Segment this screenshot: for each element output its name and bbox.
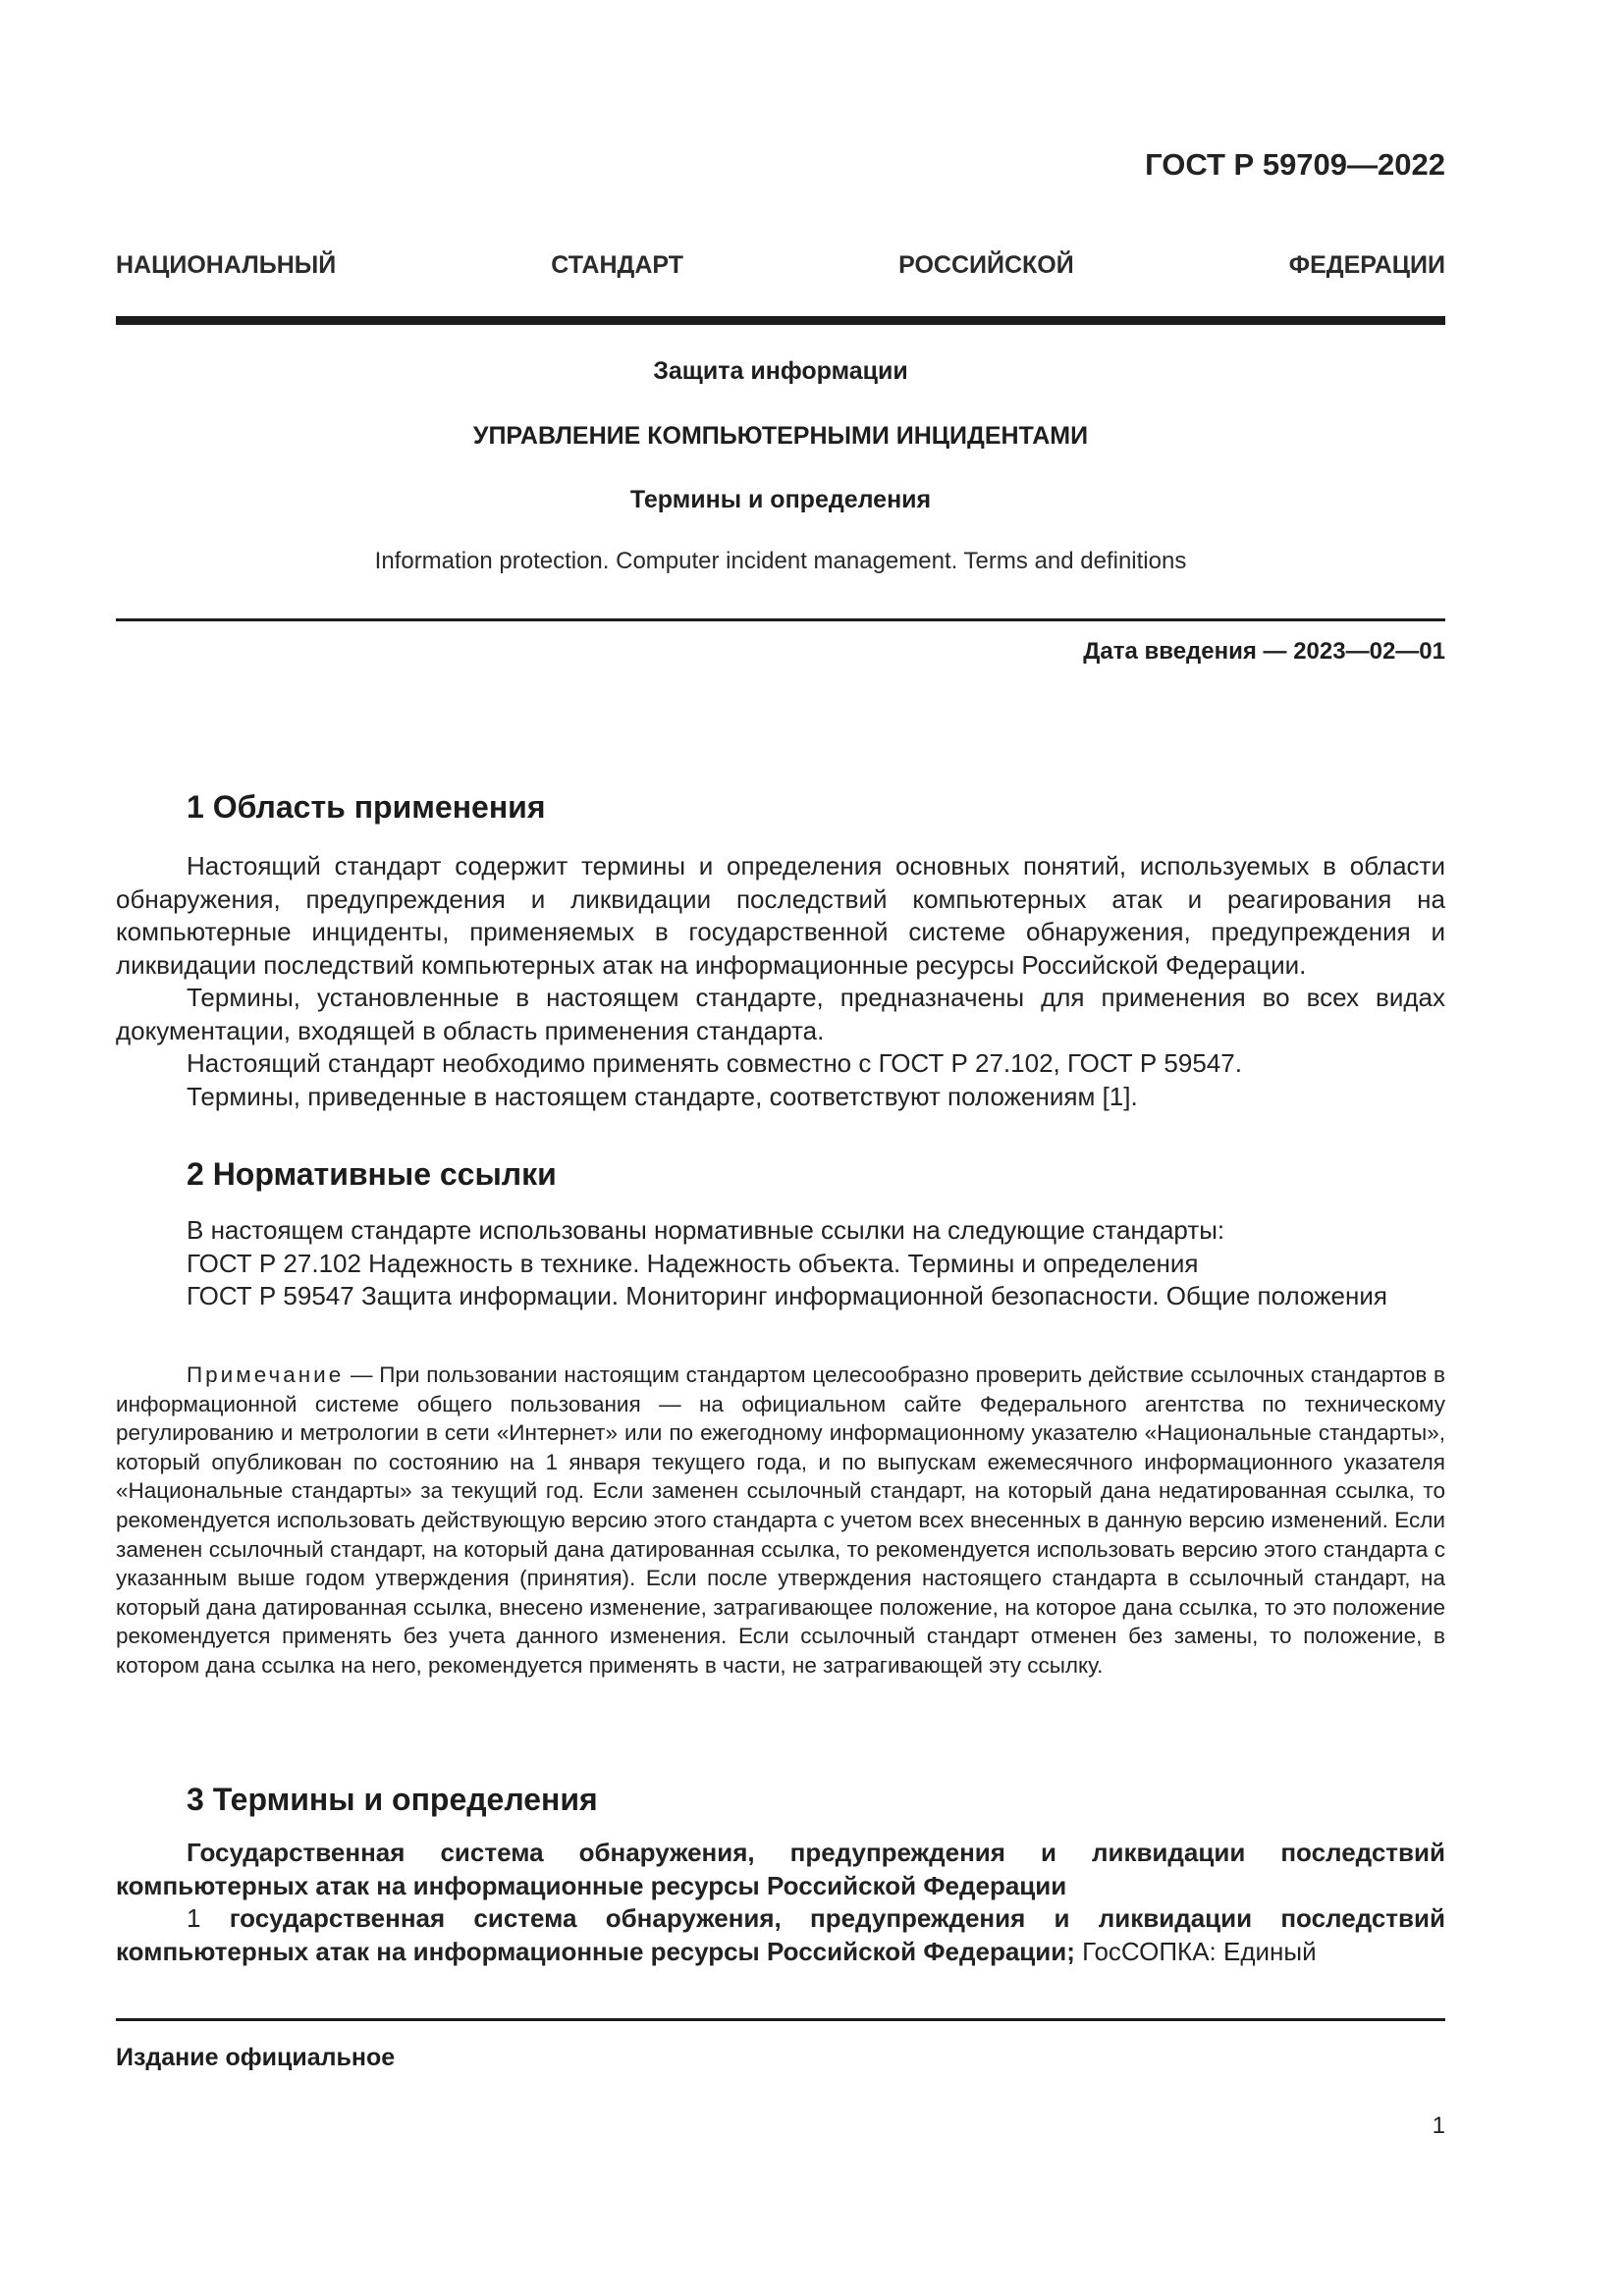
section-1-paragraph: Термины, установленные в настоящем стандарте, предназначены для применения во всех видах документации, входящей в область применения стандарта. <box>116 983 1445 1045</box>
section-3-heading: 3 Термины и определения <box>187 1782 598 1817</box>
section-1-paragraph: Настоящий стандарт необходимо применять совместно с ГОСТ Р 27.102, ГОСТ Р 59547. <box>187 1048 1242 1078</box>
section-2-body <box>116 1214 1445 1313</box>
term-definition: ГосСОПКА: Единый <box>1074 1936 1317 1966</box>
reference-item: ГОСТ Р 27.102 Надежность в технике. Надежность объекта. Термины и определения <box>187 1248 1199 1278</box>
section-2-heading: 2 Нормативные ссылки <box>187 1156 557 1192</box>
title-english: Information protection. Computer incident management. Terms and definitions <box>374 548 1187 574</box>
title-topic: Защита информации <box>653 357 908 385</box>
section-1-paragraph: Термины, приведенные в настоящем стандарте, соответствуют положениям [1]. <box>187 1081 1138 1111</box>
section-1-heading: 1 Область применения <box>187 789 546 825</box>
footer-rule <box>116 2018 1445 2021</box>
section-3-body <box>116 1837 1445 1968</box>
reference-item: ГОСТ Р 59547 Защита информации. Мониторинг информационной безопасности. Общие положения <box>187 1281 1387 1310</box>
official-edition: Издание официальное <box>116 2044 396 2071</box>
note-text: — При пользовании настоящим стандартом целесообразно проверить действие ссылочных стандартов в информационной системе общего пользования — на официальном сайте Федерального агентства по техническому регулированию и метрологии в сети «Интернет» или по ежегодному информационному указателю «Национальные стандарты», который опубликован по состоянию на 1 января текущего года, и по выпускам ежемесячного информационного указателя «Национальные стандарты» за текущий год. Если заменен ссылочный стандарт, на который дана недатированная ссылка, то рекомендуется использовать действующую версию этого стандарта с учетом всех внесенных в данную версию изменений. Если заменен ссылочный стандарт, на который дана датированная ссылка, то рекомендуется использовать версию этого стандарта с указанным выше годом утверждения (принятия). Если после утверждения настоящего стандарта в ссылочный стандарт, на который дана датированная ссылка, внесено изменение, затрагивающее положение, на которое дана ссылка, то это положение рекомендуется применять без учета данного изменения. Если ссылочный стандарт отменен без замены, то положение, в котором дана ссылка на него, рекомендуется применять в части, не затрагивающей эту ссылку. <box>116 1362 1445 1678</box>
standard-code: ГОСТ Р 59709—2022 <box>1145 147 1445 182</box>
section-2-paragraph: В настоящем стандарте использованы нормативные ссылки на следующие стандарты: <box>187 1215 1225 1245</box>
term-number: 1 <box>187 1903 230 1933</box>
term-entry <box>116 1902 1445 1968</box>
intro-date: Дата введения — 2023—02—01 <box>1083 638 1445 665</box>
term-group-heading: Государственная система обнаружения, предупреждения и ликвидации последствий компьютерных атак на информационные ресурсы Российской Федерации <box>116 1838 1445 1900</box>
title-rule <box>116 618 1445 621</box>
term-name: государственная система обнаружения, предупреждения и ликвидации последствий компьютерных атак на информационные ресурсы Российской Федерации; <box>116 1903 1445 1966</box>
note-label: Примечание <box>187 1362 345 1387</box>
section-1-body <box>116 850 1445 1113</box>
section-2-note <box>116 1361 1445 1681</box>
page-number: 1 <box>1432 2112 1445 2139</box>
header-rule <box>116 316 1445 325</box>
title-main: УПРАВЛЕНИЕ КОМПЬЮТЕРНЫМИ ИНЦИДЕНТАМИ <box>472 422 1089 450</box>
national-standard-banner: НАЦИОНАЛЬНЫЙ СТАНДАРТ РОССИЙСКОЙ ФЕДЕРАЦИИ <box>116 251 1445 279</box>
section-1-paragraph: Настоящий стандарт содержит термины и определения основных понятий, используемых в области обнаружения, предупреждения и ликвидации последствий компьютерных атак и реагирования на компьютерные инциденты, применяемых в государственной системе обнаружения, предупреждения и ликвидации последствий компьютерных атак на информационные ресурсы Российской Федерации. <box>116 851 1445 980</box>
title-sub: Термины и определения <box>629 486 932 513</box>
